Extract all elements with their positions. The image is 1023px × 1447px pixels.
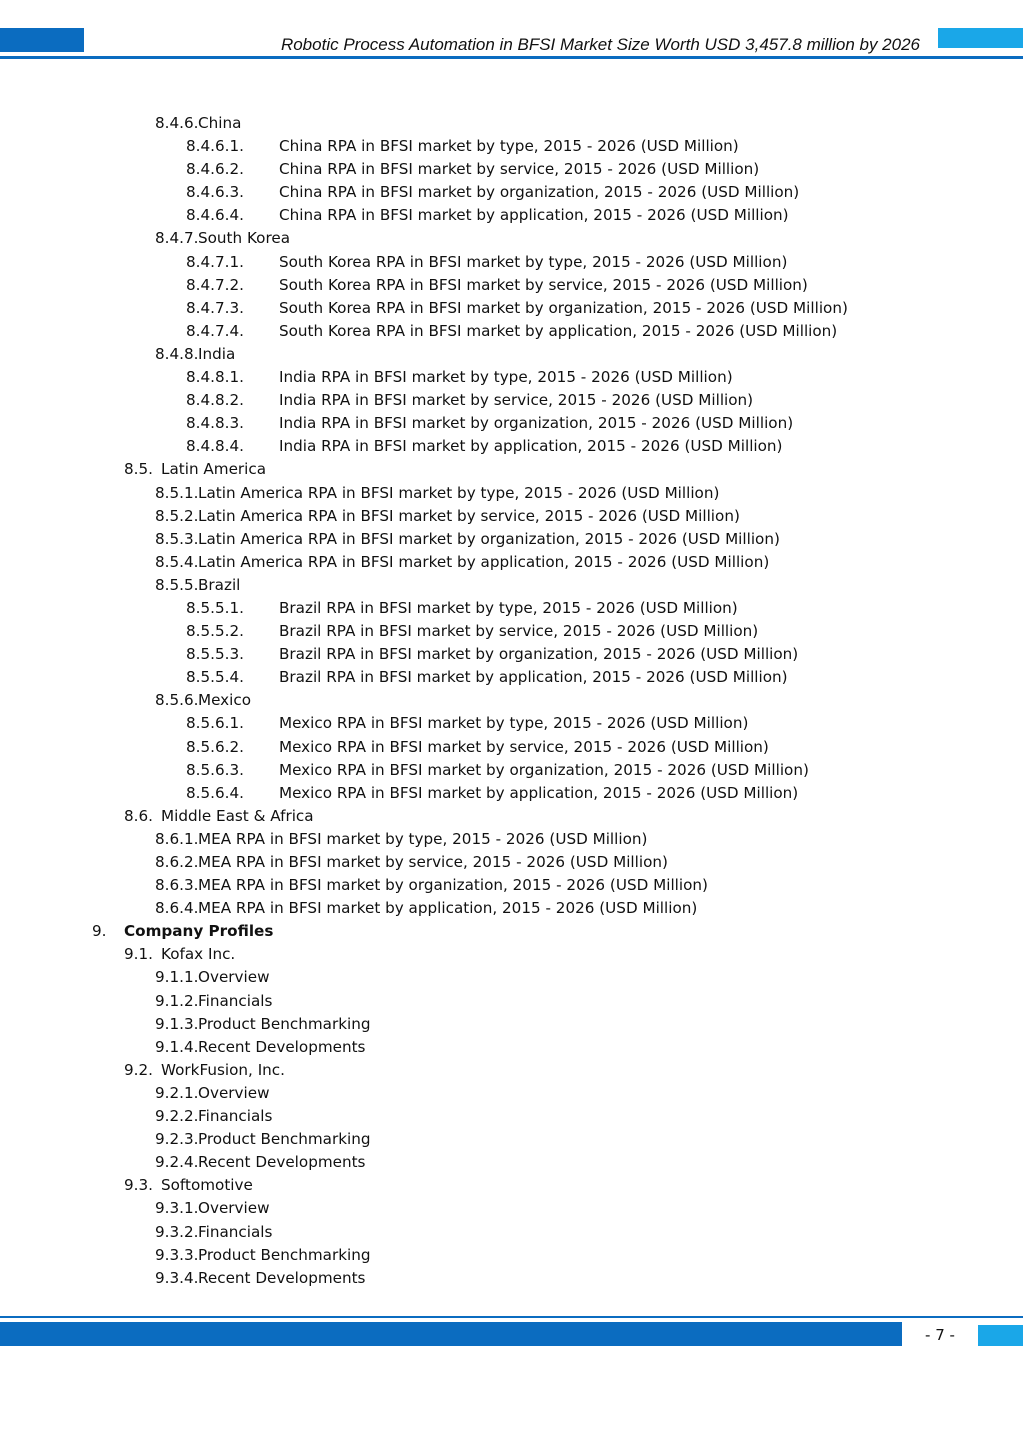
toc-entry[interactable]	[0, 389, 1023, 412]
toc-entry-text: Recent Developments	[198, 1037, 366, 1056]
toc-entry-number: 8.4.7.4.	[186, 321, 244, 340]
toc-entry-text: India RPA in BFSI market by organization, 2015 - 2026 (USD Million)	[279, 414, 794, 433]
toc-entry-text: Kofax Inc.	[161, 945, 236, 964]
toc-entry[interactable]	[0, 505, 1023, 528]
toc-entry-number: 8.6.1.	[155, 829, 199, 848]
toc-entry[interactable]	[0, 736, 1023, 759]
header-rule	[0, 56, 1023, 59]
toc-entry-number: 8.5.3.	[155, 529, 199, 548]
toc-entry-text: Mexico RPA in BFSI market by application, 2015 - 2026 (USD Million)	[279, 783, 799, 802]
toc-entry[interactable]	[0, 1082, 1023, 1105]
toc-entry[interactable]	[0, 158, 1023, 181]
toc-entry-number: 8.4.8.	[155, 344, 199, 363]
toc-entry-number: 8.5.6.3.	[186, 760, 244, 779]
toc-entry-number: 9.1.2.	[155, 991, 199, 1010]
toc-entry-text: Latin America RPA in BFSI market by type, 2015 - 2026 (USD Million)	[198, 483, 720, 502]
toc-entry[interactable]	[0, 782, 1023, 805]
toc-entry-text: China	[198, 114, 242, 132]
toc-entry[interactable]	[0, 1105, 1023, 1128]
toc-entry-text: China RPA in BFSI market by service, 2015 - 2026 (USD Million)	[279, 160, 760, 179]
toc-entry-text: India RPA in BFSI market by type, 2015 - 2026 (USD Million)	[279, 368, 733, 387]
toc-entry[interactable]	[0, 343, 1023, 366]
toc-entry[interactable]	[0, 1244, 1023, 1267]
toc-entry-number: 8.5.5.2.	[186, 622, 244, 641]
toc-entry-number: 8.4.8.2.	[186, 391, 244, 410]
toc-entry[interactable]	[0, 274, 1023, 297]
toc-entry-number: 9.3.2.	[155, 1222, 199, 1241]
toc-entry-text: MEA RPA in BFSI market by organization, 2015 - 2026 (USD Million)	[198, 876, 708, 895]
toc-entry-text: India	[198, 344, 236, 363]
toc-entry-text: Financials	[198, 1222, 273, 1241]
toc-entry[interactable]	[0, 990, 1023, 1013]
toc-entry-text: MEA RPA in BFSI market by type, 2015 - 2026 (USD Million)	[198, 829, 648, 848]
toc-entry-text: Overview	[198, 968, 270, 987]
toc-entry-number: 8.4.7.1.	[186, 252, 244, 271]
toc-entry-text: China RPA in BFSI market by organization, 2015 - 2026 (USD Million)	[279, 183, 800, 202]
toc-entry[interactable]	[0, 135, 1023, 158]
toc-entry-number: 8.6.4.	[155, 899, 199, 918]
toc-entry[interactable]	[0, 297, 1023, 320]
toc-entry-number: 8.6.3.	[155, 876, 199, 895]
toc-entry[interactable]	[0, 1128, 1023, 1151]
toc-entry-text: Softomotive	[161, 1176, 253, 1195]
toc-entry-number: 8.4.6.4.	[186, 206, 244, 225]
toc-entry-number: 8.5.5.	[155, 575, 199, 594]
toc-entry-number: 9.2.	[124, 1060, 153, 1079]
toc-entry-number: 8.4.7.3.	[186, 298, 244, 317]
header-right-bar	[938, 28, 1023, 48]
toc-entry-text: China RPA in BFSI market by type, 2015 - 2026 (USD Million)	[279, 137, 739, 156]
toc-entry[interactable]	[0, 943, 1023, 966]
toc-entry-text: MEA RPA in BFSI market by service, 2015 - 2026 (USD Million)	[198, 853, 668, 871]
toc-entry[interactable]	[0, 666, 1023, 689]
toc-entry[interactable]	[0, 805, 1023, 828]
header-title: Robotic Process Automation in BFSI Market Size Worth USD 3,457.8 million by 2026	[280, 35, 920, 54]
toc-entry-number: 8.4.6.	[155, 114, 199, 132]
toc-entry-number: 8.4.7.	[155, 229, 199, 248]
toc-entry-number: 8.5.2.	[155, 506, 199, 525]
table-of-contents	[0, 112, 1023, 1290]
footer-rule	[0, 1316, 1023, 1318]
toc-entry-text: South Korea RPA in BFSI market by organization, 2015 - 2026 (USD Million)	[279, 298, 848, 317]
toc-entry[interactable]	[0, 1267, 1023, 1290]
toc-entry-text: Middle East & Africa	[161, 806, 314, 825]
toc-entry-number: 8.5.	[124, 460, 153, 479]
toc-entry-number: 8.5.5.1.	[186, 598, 244, 617]
toc-entry[interactable]	[0, 227, 1023, 250]
toc-entry[interactable]	[0, 759, 1023, 782]
toc-entry[interactable]	[0, 1197, 1023, 1220]
toc-entry[interactable]	[0, 1174, 1023, 1197]
toc-entry[interactable]	[0, 458, 1023, 481]
toc-entry[interactable]	[0, 828, 1023, 851]
toc-entry-text: Brazil RPA in BFSI market by application, 2015 - 2026 (USD Million)	[279, 668, 788, 687]
toc-entry-number: 9.1.4.	[155, 1037, 199, 1056]
toc-entry-number: 9.2.2.	[155, 1107, 199, 1126]
toc-entry[interactable]	[0, 366, 1023, 389]
toc-entry-text: Latin America RPA in BFSI market by organization, 2015 - 2026 (USD Million)	[198, 529, 780, 548]
footer-page-number: - 7 -	[925, 1326, 955, 1344]
toc-entry-text: WorkFusion, Inc.	[161, 1060, 285, 1079]
toc-entry[interactable]	[0, 1036, 1023, 1059]
toc-entry-text: South Korea	[198, 229, 291, 248]
toc-entry-number: 9.1.3.	[155, 1014, 199, 1033]
toc-entry[interactable]	[0, 412, 1023, 435]
toc-entry-number: 8.4.6.3.	[186, 183, 244, 202]
toc-entry-text: Financials	[198, 1107, 273, 1126]
toc-entry-text: Mexico	[198, 691, 252, 710]
header-left-bar	[0, 28, 84, 52]
toc-entry-text: South Korea RPA in BFSI market by application, 2015 - 2026 (USD Million)	[279, 321, 838, 340]
toc-entry[interactable]	[0, 551, 1023, 574]
footer-bar	[0, 1322, 902, 1346]
toc-entry-text: India RPA in BFSI market by application, 2015 - 2026 (USD Million)	[279, 437, 783, 456]
toc-entry-number: 9.3.3.	[155, 1245, 199, 1264]
toc-entry[interactable]	[0, 251, 1023, 274]
toc-entry-number: 9.1.1.	[155, 968, 199, 987]
toc-entry-number: 8.5.5.4.	[186, 668, 244, 687]
toc-entry-number: 8.4.7.2.	[186, 275, 244, 294]
toc-entry[interactable]	[0, 320, 1023, 343]
toc-entry-text: Mexico RPA in BFSI market by type, 2015 - 2026 (USD Million)	[279, 714, 749, 733]
toc-entry[interactable]	[0, 712, 1023, 735]
toc-entry[interactable]	[0, 435, 1023, 458]
toc-entry-text: Recent Developments	[198, 1268, 366, 1287]
toc-entry-number: 9.3.4.	[155, 1268, 199, 1287]
toc-entry-text: Mexico RPA in BFSI market by organization, 2015 - 2026 (USD Million)	[279, 760, 809, 779]
toc-entry[interactable]	[0, 528, 1023, 551]
toc-entry-number: 8.4.6.1.	[186, 137, 244, 156]
toc-entry[interactable]	[0, 574, 1023, 597]
toc-entry-number: 8.5.6.	[155, 691, 199, 710]
toc-entry-number: 8.4.6.2.	[186, 160, 244, 179]
toc-entry-text: Product Benchmarking	[198, 1245, 371, 1264]
toc-entry-text: MEA RPA in BFSI market by application, 2015 - 2026 (USD Million)	[198, 899, 698, 918]
toc-entry-text: Financials	[198, 991, 273, 1010]
toc-entry[interactable]	[0, 112, 1023, 135]
toc-entry-text: South Korea RPA in BFSI market by type, 2015 - 2026 (USD Million)	[279, 252, 788, 271]
toc-entry-text: Latin America	[161, 460, 267, 479]
toc-entry-number: 8.4.8.1.	[186, 368, 244, 387]
toc-entry[interactable]	[0, 643, 1023, 666]
toc-entry-text: Product Benchmarking	[198, 1130, 371, 1149]
toc-entry-text: Company Profiles	[124, 922, 274, 941]
toc-entry-text: Latin America RPA in BFSI market by application, 2015 - 2026 (USD Million)	[198, 552, 770, 571]
toc-entry[interactable]	[0, 920, 1023, 943]
toc-entry-text: India RPA in BFSI market by service, 2015 - 2026 (USD Million)	[279, 391, 754, 410]
toc-entry-number: 8.5.6.2.	[186, 737, 244, 756]
toc-entry-number: 8.5.6.1.	[186, 714, 244, 733]
toc-entry[interactable]	[0, 597, 1023, 620]
toc-entry[interactable]	[0, 482, 1023, 505]
toc-entry-number: 8.5.1.	[155, 483, 199, 502]
toc-entry-number: 8.4.8.3.	[186, 414, 244, 433]
toc-entry-text: China RPA in BFSI market by application, 2015 - 2026 (USD Million)	[279, 206, 789, 225]
toc-entry-number: 9.3.	[124, 1176, 153, 1195]
toc-entry[interactable]	[0, 897, 1023, 920]
toc-entry-text: Product Benchmarking	[198, 1014, 371, 1033]
toc-entry-number: 9.1.	[124, 945, 153, 964]
toc-entry[interactable]	[0, 204, 1023, 227]
toc-entry-number: 9.2.3.	[155, 1130, 199, 1149]
toc-entry-text: Brazil	[198, 575, 241, 594]
toc-entry-text: Brazil RPA in BFSI market by organization, 2015 - 2026 (USD Million)	[279, 645, 799, 664]
toc-entry-number: 8.5.4.	[155, 552, 199, 571]
toc-entry[interactable]	[0, 689, 1023, 712]
toc-entry[interactable]	[0, 1151, 1023, 1174]
toc-entry-text: Brazil RPA in BFSI market by service, 2015 - 2026 (USD Million)	[279, 622, 759, 641]
toc-entry-number: 9.2.4.	[155, 1153, 199, 1172]
toc-entry[interactable]	[0, 1221, 1023, 1244]
toc-entry-text: Overview	[198, 1083, 270, 1102]
toc-entry-number: 8.5.6.4.	[186, 783, 244, 802]
toc-entry[interactable]	[0, 1059, 1023, 1082]
toc-entry[interactable]	[0, 620, 1023, 643]
toc-entry-number: 8.6.2.	[155, 853, 199, 871]
toc-entry-number: 8.6.	[124, 806, 153, 825]
toc-entry-text: Latin America RPA in BFSI market by service, 2015 - 2026 (USD Million)	[198, 506, 740, 525]
toc-entry-text: Recent Developments	[198, 1153, 366, 1172]
toc-entry-number: 9.3.1.	[155, 1199, 199, 1218]
toc-entry-text: Brazil RPA in BFSI market by type, 2015 - 2026 (USD Million)	[279, 598, 738, 617]
toc-entry-number: 8.4.8.4.	[186, 437, 244, 456]
toc-entry-number: 8.5.5.3.	[186, 645, 244, 664]
toc-entry-number: 9.	[92, 922, 107, 941]
toc-entry[interactable]	[0, 181, 1023, 204]
footer-right-bar	[978, 1325, 1023, 1346]
toc-entry-text: Overview	[198, 1199, 270, 1218]
toc-entry-text: Mexico RPA in BFSI market by service, 2015 - 2026 (USD Million)	[279, 737, 769, 756]
toc-entry[interactable]	[0, 851, 1023, 874]
toc-entry[interactable]	[0, 966, 1023, 989]
toc-entry-number: 9.2.1.	[155, 1083, 199, 1102]
toc-entry[interactable]	[0, 1013, 1023, 1036]
toc-entry-text: South Korea RPA in BFSI market by service, 2015 - 2026 (USD Million)	[279, 275, 808, 294]
toc-entry[interactable]	[0, 874, 1023, 897]
